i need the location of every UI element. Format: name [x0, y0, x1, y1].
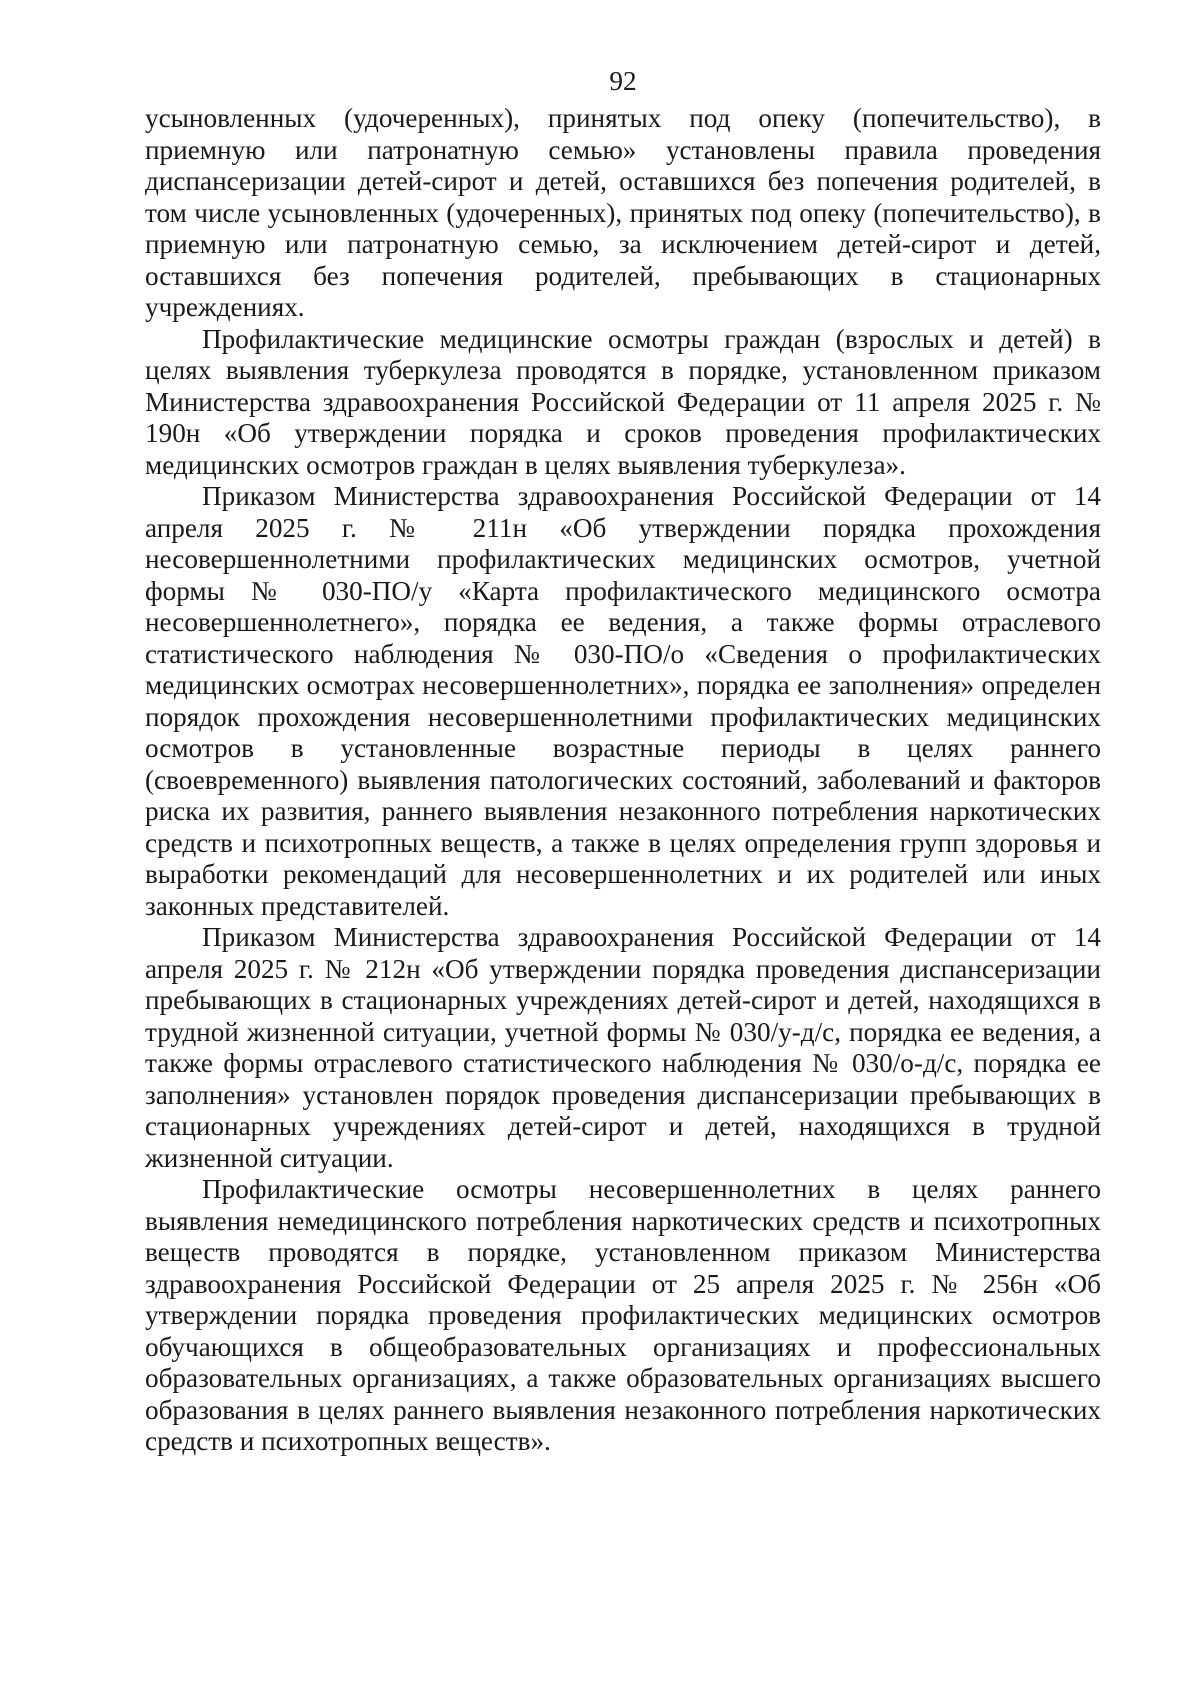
paragraph-5: Профилактические осмотры несовершеннолетних в целях раннего выявления немедицинского потребления наркотических средств и психотропных веществ проводятся в порядке, установленном приказом Министерства здравоохранения Российской Федерации от 25 апреля 2025 г. № 256н «Об утверждении порядка проведения профилактических медицинских осмотров обучающихся в общеобразовательных организациях и профессиональных образовательных организациях, а также образовательных организациях высшего образования в целях раннего выявления незаконного потребления наркотических средств и психотропных веществ».: [145, 1174, 1101, 1456]
document-page: [145, 66, 1101, 1458]
paragraph-3: Приказом Министерства здравоохранения Российской Федерации от 14 апреля 2025 г. № 211н «Об утверждении порядка прохождения несовершеннолетними профилактических медицинских осмотров, учетной формы № 030-ПО/у «Карта профилактического медицинского осмотра несовершеннолетнего», порядка ее ведения, а также формы отраслевого статистического наблюдения № 030-ПО/о «Сведения о профилактических медицинских осмотрах несовершеннолетних», порядка ее заполнения» определен порядок прохождения несовершеннолетними профилактических медицинских осмотров в установленные возрастные периоды в целях раннего (своевременного) выявления патологических состояний, заболеваний и факторов риска их развития, раннего выявления незаконного потребления наркотических средств и психотропных веществ, а также в целях определения групп здоровья и выработки рекомендаций для несовершеннолетних и их родителей или иных законных представителей.: [145, 481, 1101, 921]
paragraph-1: усыновленных (удочеренных), принятых под опеку (попечительство), в приемную или патронатную семью» установлены правила проведения диспансеризации детей-сирот и детей, оставшихся без попечения родителей, в том числе усыновленных (удочеренных), принятых под опеку (попечительство), в приемную или патронатную семью, за исключением детей-сирот и детей, оставшихся без попечения родителей, пребывающих в стационарных учреждениях.: [145, 103, 1101, 322]
page-number: 92: [609, 66, 637, 96]
paragraph-4: Приказом Министерства здравоохранения Российской Федерации от 14 апреля 2025 г. № 212н «Об утверждении порядка проведения диспансеризации пребывающих в стационарных учреждениях детей-сирот и детей, находящихся в трудной жизненной ситуации, учетной формы № 030/у-д/с, порядка ее ведения, а также формы отраслевого статистического наблюдения № 030/о-д/с, порядка ее заполнения» установлен порядок проведения диспансеризации пребывающих в стационарных учреждениях детей-сирот и детей, находящихся в трудной жизненной ситуации.: [145, 922, 1101, 1173]
paragraph-2: Профилактические медицинские осмотры граждан (взрослых и детей) в целях выявления туберкулеза проводятся в порядке, установленном приказом Министерства здравоохранения Российской Федерации от 11 апреля 2025 г. № 190н «Об утверждении порядка и сроков проведения профилактических медицинских осмотров граждан в целях выявления туберкулеза».: [145, 323, 1101, 480]
